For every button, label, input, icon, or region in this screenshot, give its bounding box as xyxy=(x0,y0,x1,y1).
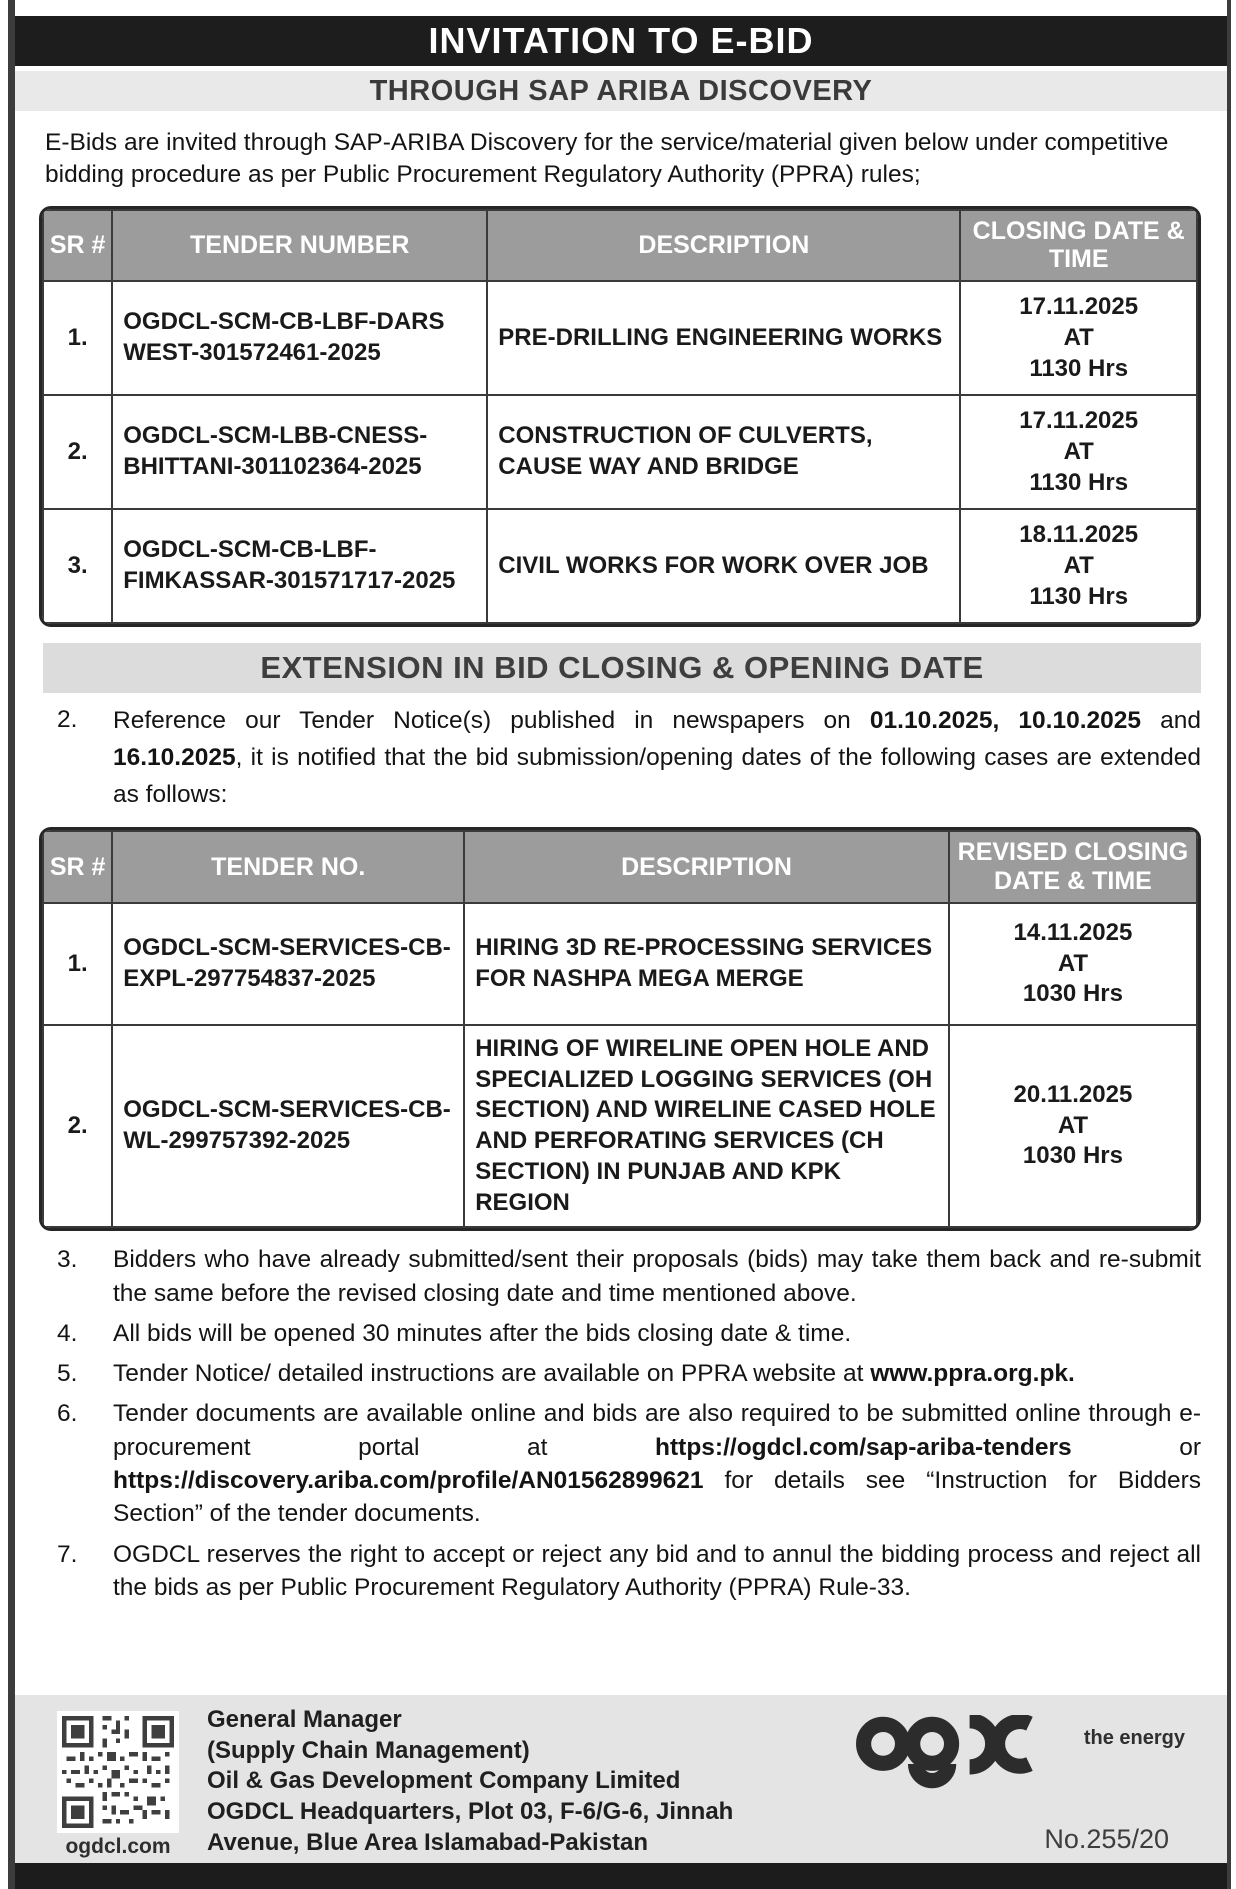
closing-time: 1130 Hrs xyxy=(1029,354,1129,382)
closing-time: 1130 Hrs xyxy=(1029,582,1129,610)
text-segment: 01.10.2025, xyxy=(869,707,1000,735)
closing-date: 17.11.2025 xyxy=(1019,407,1139,435)
text-segment xyxy=(999,707,1018,734)
ad-frame xyxy=(8,0,1231,1889)
notice-ref-number: No.255/20 xyxy=(1044,1824,1169,1854)
table-row xyxy=(43,281,1197,395)
qr-code-icon xyxy=(57,1711,179,1833)
closing-time: 1030 Hrs xyxy=(1022,980,1123,1008)
item-text xyxy=(113,1357,1201,1390)
text-segment: OGDCL reserves the right to accept or reject any bid and to annul the bidding process and reject all the bids as per Public Procurement Regulatory Authority (PPRA) Rule-33. xyxy=(113,1540,1201,1602)
closing-cell xyxy=(960,281,1197,395)
text-segment: www.ppra.org.pk. xyxy=(870,1360,1075,1388)
sr-cell: 1. xyxy=(43,903,112,1025)
item-text xyxy=(113,1317,1201,1350)
tender-table-1 xyxy=(39,206,1201,628)
table1-header-closing: CLOSING DATE & TIME xyxy=(960,210,1197,282)
closing-at: AT xyxy=(1063,323,1094,351)
text-segment: for details see “Instruction for Bidders Section” of the tender documents. xyxy=(113,1467,1201,1528)
closing-cell xyxy=(949,903,1197,1025)
text-segment: 10.10.2025 xyxy=(1018,707,1142,735)
table2-header-row xyxy=(43,831,1197,903)
page-title: INVITATION TO E-BID xyxy=(15,16,1227,66)
closing-cell xyxy=(949,1025,1197,1227)
text-segment: https://ogdcl.com/sap-ariba-tenders xyxy=(655,1433,1072,1461)
tender-cell: OGDCL-SCM-SERVICES-CB-EXPL-297754837-2025 xyxy=(112,903,464,1025)
item-text xyxy=(113,1538,1201,1605)
text-segment: Bidders who have already submitted/sent their proposals (bids) may take them back and re-submit the same before the revised closing date and time mentioned above. xyxy=(113,1246,1201,1307)
closing-cell xyxy=(960,509,1197,623)
signature-line: OGDCL Headquarters, Plot 03, F-6/G-6, Jinnah Avenue, Blue Area Islamabad-Pakistan xyxy=(207,1798,734,1856)
intro-paragraph: E-Bids are invited through SAP-ARIBA Discovery for the service/material given below under competitive bidding procedure as per Public Procurement Regulatory Authority (PPRA) rules; xyxy=(45,129,1169,189)
closing-date: 18.11.2025 xyxy=(1019,521,1139,549)
text-segment: Tender Notice/ detailed instructions are available on PPRA website at xyxy=(113,1360,871,1388)
text-segment: 16.10.2025 xyxy=(113,743,236,771)
table-row xyxy=(43,509,1197,623)
desc-cell: HIRING 3D RE-PROCESSING SERVICES FOR NASHPA MEGA MERGE xyxy=(464,903,949,1025)
desc-cell: CONSTRUCTION OF CULVERTS, CAUSE WAY AND BRIDGE xyxy=(487,395,960,509)
tender-cell: OGDCL-SCM-CB-LBF-DARS WEST-301572461-2025 xyxy=(112,281,487,395)
table-row xyxy=(43,395,1197,509)
qr-label: ogdcl.com xyxy=(65,1835,171,1858)
paragraph-2-text xyxy=(113,703,1201,813)
text-segment: Tender documents are available online and bids are also required to be submitted online through e-procurement portal at xyxy=(113,1400,1201,1461)
item-number: 6. xyxy=(57,1400,78,1428)
desc-cell: PRE-DRILLING ENGINEERING WORKS xyxy=(487,281,960,395)
closing-at: AT xyxy=(1057,1111,1089,1139)
text-segment: https://discovery.ariba.com/profile/AN01562899621 xyxy=(113,1467,704,1495)
tender-cell: OGDCL-SCM-LBB-CNESS-BHITTANI-301102364-2025 xyxy=(112,395,487,509)
table1-header-row xyxy=(43,210,1197,282)
table-row xyxy=(43,903,1197,1025)
closing-time: 1130 Hrs xyxy=(1029,468,1129,496)
logo-tagline: the energy xyxy=(1083,1727,1185,1749)
item-text xyxy=(113,1397,1201,1530)
list-item xyxy=(39,1243,1201,1310)
text-segment: or xyxy=(1071,1433,1201,1461)
table2-header-desc: DESCRIPTION xyxy=(464,831,949,903)
table1-header-sr: SR # xyxy=(43,210,112,282)
closing-cell xyxy=(960,395,1197,509)
logo-block xyxy=(854,1715,1185,1790)
list-item xyxy=(39,1397,1201,1530)
closing-at: AT xyxy=(1063,437,1094,465)
qr-block xyxy=(57,1711,179,1859)
item-number: 3. xyxy=(57,1246,78,1274)
section-banner: EXTENSION IN BID CLOSING & OPENING DATE xyxy=(43,643,1201,693)
table2-header-sr: SR # xyxy=(43,831,112,903)
desc-cell: HIRING OF WIRELINE OPEN HOLE AND SPECIALIZED LOGGING SERVICES (OH SECTION) AND WIRELINE CASED HOLE AND PERFORATING SERVICES (CH SECTION) IN PUNJAB AND KPK REGION xyxy=(464,1025,949,1227)
list-item xyxy=(39,1357,1201,1390)
item-text xyxy=(113,1243,1201,1310)
table2-header-closing: REVISED CLOSING DATE & TIME xyxy=(949,831,1197,903)
closing-at: AT xyxy=(1057,949,1089,977)
list-item xyxy=(39,1538,1201,1605)
text-segment: All bids will be opened 30 minutes after the bids closing date & time. xyxy=(113,1319,852,1347)
item-number: 4. xyxy=(57,1319,78,1347)
table1-header-desc: DESCRIPTION xyxy=(487,210,960,282)
paragraph-2 xyxy=(39,703,1201,813)
signature-line: (Supply Chain Management) xyxy=(207,1736,530,1764)
closing-date: 20.11.2025 xyxy=(1013,1080,1133,1108)
list-item xyxy=(39,1317,1201,1350)
closing-date: 14.11.2025 xyxy=(1013,918,1133,946)
tender-cell: OGDCL-SCM-SERVICES-CB-WL-299757392-2025 xyxy=(112,1025,464,1227)
notes-list xyxy=(39,1243,1201,1604)
item-number: 5. xyxy=(57,1360,78,1388)
content-area xyxy=(15,111,1227,1604)
page-subtitle: THROUGH SAP ARIBA DISCOVERY xyxy=(15,71,1227,111)
text-segment: and xyxy=(1141,707,1202,735)
ogdcl-logo-icon xyxy=(854,1715,1078,1790)
closing-at: AT xyxy=(1063,551,1094,579)
signature-line: General Manager xyxy=(207,1706,402,1733)
text-segment: Reference our Tender Notice(s) published in newspapers on xyxy=(113,707,870,735)
sr-cell: 1. xyxy=(43,281,112,395)
desc-cell: CIVIL WORKS FOR WORK OVER JOB xyxy=(487,509,960,623)
tender-table-2 xyxy=(39,827,1201,1231)
sr-cell: 2. xyxy=(43,1025,112,1227)
item-number: 2. xyxy=(57,706,78,734)
sr-cell: 3. xyxy=(43,509,112,623)
table1-header-tender: TENDER NUMBER xyxy=(112,210,487,282)
bottom-bar xyxy=(15,1863,1227,1889)
signature-block xyxy=(207,1705,817,1859)
sr-cell: 2. xyxy=(43,395,112,509)
text-segment: , it is notified that the bid submission/opening dates of the following cases are extended as follows: xyxy=(113,743,1201,808)
tender-cell: OGDCL-SCM-CB-LBF-FIMKASSAR-301571717-2025 xyxy=(112,509,487,623)
closing-date: 17.11.2025 xyxy=(1019,293,1139,321)
item-number: 7. xyxy=(57,1540,78,1568)
closing-time: 1030 Hrs xyxy=(1022,1142,1123,1170)
table-row xyxy=(43,1025,1197,1227)
table2-header-tender: TENDER NO. xyxy=(112,831,464,903)
signature-line: Oil & Gas Development Company Limited xyxy=(207,1767,681,1795)
footer-band xyxy=(15,1695,1227,1863)
